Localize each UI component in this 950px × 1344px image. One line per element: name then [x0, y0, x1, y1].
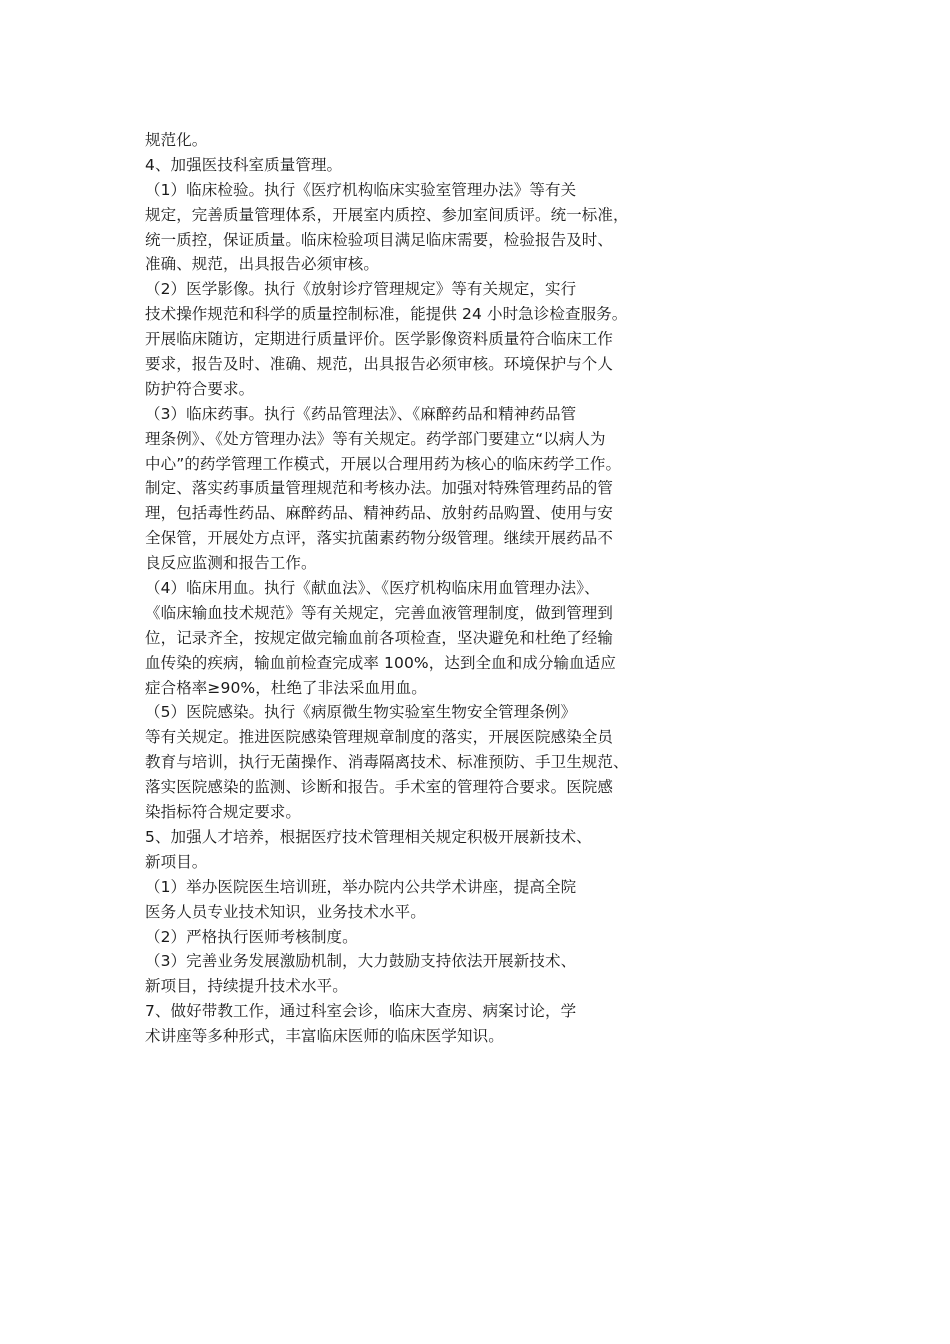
text-line: 规定，完善质量管理体系，开展室内质控、参加室间质评。统一标准， — [145, 205, 629, 224]
text-line: 新项目。 — [145, 852, 208, 871]
section-heading: 4、加强医技科室质量管理。 — [145, 155, 343, 174]
text-line: 《临床输血技术规范》等有关规定，完善血液管理制度，做到管理到 — [145, 603, 614, 622]
text-line: （2）医学影像。执行《放射诊疗管理规定》等有关规定，实行 — [145, 280, 577, 299]
text-line: 技术操作规范和科学的质量控制标准，能提供 24 小时急诊检查服务。 — [145, 305, 628, 324]
text-line: 要求，报告及时、准确、规范，出具报告必须审核。环境保护与个人 — [145, 355, 614, 374]
text-line: （4）临床用血。执行《献血法》、《医疗机构临床用血管理办法》、 — [145, 579, 600, 598]
text-line: 血传染的疾病，输血前检查完成率 100%，达到全血和成分输血适应 — [145, 653, 616, 672]
text-line: （1）临床检验。执行《医疗机构临床实验室管理办法》等有关 — [145, 180, 577, 199]
text-line: 统一质控，保证质量。临床检验项目满足临床需要，检验报告及时、 — [145, 230, 614, 249]
text-line: 准确、规范，出具报告必须审核。 — [145, 255, 380, 274]
text-line: 位，记录齐全，按规定做完输血前各项检查，坚决避免和杜绝了经输 — [145, 628, 614, 647]
text-line: 新项目，持续提升技术水平。 — [145, 977, 348, 996]
text-line: 开展临床随访，定期进行质量评价。医学影像资料质量符合临床工作 — [145, 330, 614, 349]
section-heading: 5、加强人才培养，根据医疗技术管理相关规定积极开展新技术、 — [145, 827, 592, 846]
text-line: 教育与培训，执行无菌操作、消毒隔离技术、标准预防、手卫生规范、 — [145, 753, 629, 772]
text-line: 落实医院感染的监测、诊断和报告。手术室的管理符合要求。医院感 — [145, 778, 614, 797]
text-line: 症合格率≥90%，杜绝了非法采血用血。 — [145, 678, 427, 697]
text-line: 染指标符合规定要求。 — [145, 803, 302, 822]
text-line: 医务人员专业技术知识，业务技术水平。 — [145, 902, 426, 921]
text-line: 理条例》、《处方管理办法》等有关规定。药学部门要建立“以病人为 — [145, 429, 606, 448]
text-line: 中心”的药学管理工作模式，开展以合理用药为核心的临床药学工作。 — [145, 454, 622, 473]
text-line: 良反应监测和报告工作。 — [145, 554, 317, 573]
text-line: （3）临床药事。执行《药品管理法》、《麻醉药品和精神药品管 — [145, 404, 577, 423]
text-line: 规范化。 — [145, 131, 208, 149]
text-line: （2）严格执行医师考核制度。 — [145, 927, 358, 946]
text-line: 理，包括毒性药品、麻醉药品、精神药品、放射药品购置、使用与安 — [145, 504, 614, 523]
text-line: 防护符合要求。 — [145, 379, 255, 398]
text-line: （3）完善业务发展激励机制，大力鼓励支持依法开展新技术、 — [145, 952, 577, 971]
text-line: 制定、落实药事质量管理规范和考核办法。加强对特殊管理药品的管 — [145, 479, 614, 498]
section-heading: 7、做好带教工作，通过科室会诊，临床大查房、病案讨论，学 — [145, 1002, 577, 1021]
text-line: （5）医院感染。执行《病原微生物实验室生物安全管理条例》 — [145, 703, 577, 722]
document-body — [145, 128, 785, 1049]
text-line: 术讲座等多种形式，丰富临床医师的临床医学知识。 — [145, 1027, 504, 1046]
text-line: 全保管，开展处方点评，落实抗菌素药物分级管理。继续开展药品不 — [145, 529, 614, 548]
text-line: 等有关规定。推进医院感染管理规章制度的落实，开展医院感染全员 — [145, 728, 614, 747]
text-line: （1）举办医院医生培训班，举办院内公共学术讲座，提高全院 — [145, 877, 577, 896]
